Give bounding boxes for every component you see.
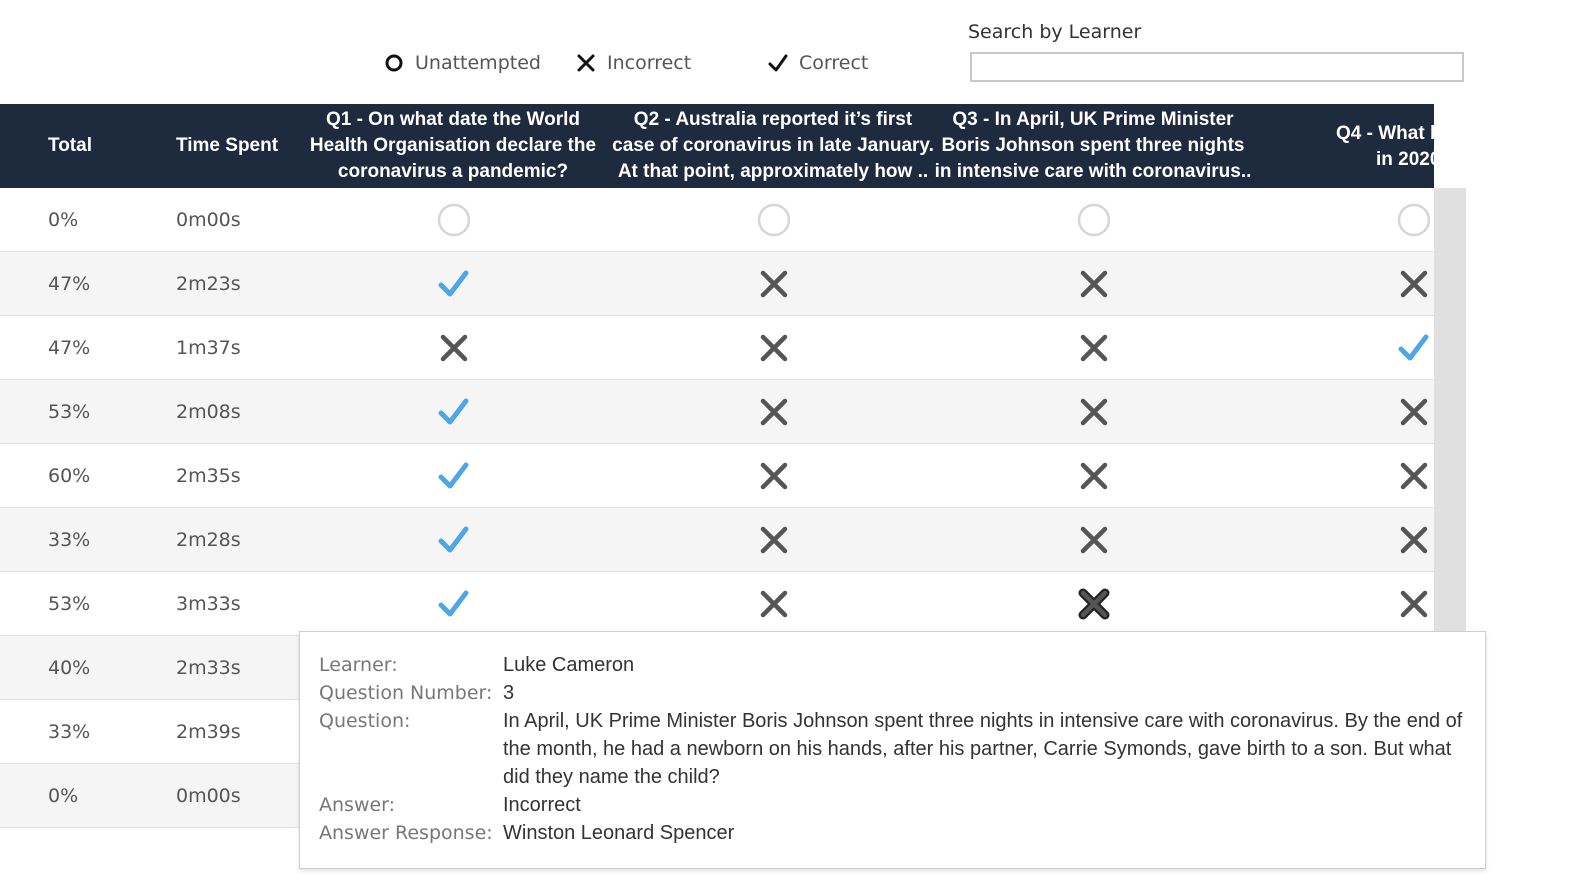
legend-incorrect-label: Incorrect (607, 52, 692, 74)
cell-total: 47% (48, 337, 91, 359)
tooltip-question-number-label: Question Number: (319, 682, 493, 704)
cell-total: 33% (48, 721, 91, 743)
tooltip-answer-response-value: Winston Leonard Spencer (503, 822, 735, 844)
legend-correct[interactable] (768, 52, 868, 74)
q1-header-line: Health Organisation declare the (309, 135, 597, 156)
cross-icon[interactable] (1076, 586, 1112, 622)
circle-icon[interactable] (1396, 202, 1432, 238)
check-icon[interactable] (436, 522, 472, 558)
cross-icon[interactable] (756, 458, 792, 494)
legend-unattempted-label: Unattempted (415, 52, 541, 74)
q3-header-line: Q3 - In April, UK Prime Minister (952, 109, 1234, 130)
q3-header-line: Boris Johnson spent three nights (941, 135, 1245, 156)
cell-total: 53% (48, 401, 91, 423)
cell-time-spent: 0m00s (176, 209, 241, 231)
cross-icon[interactable] (1076, 458, 1112, 494)
check-icon[interactable] (436, 266, 472, 302)
cell-time-spent: 2m39s (176, 721, 241, 743)
cross-icon[interactable] (1076, 330, 1112, 366)
check-icon[interactable] (436, 394, 472, 430)
tooltip-learner-value: Luke Cameron (503, 654, 635, 676)
legend-incorrect[interactable] (576, 52, 691, 74)
circle-icon[interactable] (436, 202, 472, 238)
cross-icon[interactable] (1076, 522, 1112, 558)
table-row[interactable] (0, 188, 1434, 252)
check-icon[interactable] (436, 586, 472, 622)
search-label: Search by Learner (968, 21, 1142, 43)
cross-icon[interactable] (756, 330, 792, 366)
circle-icon[interactable] (756, 202, 792, 238)
cell-total: 47% (48, 273, 91, 295)
cross-icon[interactable] (756, 586, 792, 622)
answer-tooltip (299, 631, 1486, 869)
q1-header-line: Q1 - On what date the World (325, 109, 581, 130)
column-header-q2[interactable] (612, 104, 934, 188)
circle-icon[interactable] (1076, 202, 1112, 238)
cell-time-spent: 2m35s (176, 465, 241, 487)
learner-search-input[interactable] (970, 52, 1464, 82)
tooltip-answer-response-label: Answer Response: (319, 822, 493, 844)
cell-time-spent: 2m23s (176, 273, 241, 295)
q4-header-line: Q4 - What bizzare t (1336, 123, 1506, 144)
table-header (0, 104, 1506, 188)
cross-icon[interactable] (756, 522, 792, 558)
cell-total: 53% (48, 593, 91, 615)
q2-header-line: At that point, approximately how .. (617, 161, 929, 182)
legend-unattempted[interactable] (384, 52, 541, 74)
cross-icon[interactable] (436, 330, 472, 366)
cross-icon[interactable] (756, 266, 792, 302)
table-row[interactable] (0, 380, 1434, 444)
cell-time-spent: 0m00s (176, 785, 241, 807)
column-header-total[interactable]: Total (48, 135, 92, 156)
table-row[interactable] (0, 508, 1434, 572)
cross-icon[interactable] (1396, 266, 1432, 302)
q2-header-line: Q2 - Australia reported it’s first (633, 109, 913, 130)
check-icon[interactable] (436, 458, 472, 494)
cross-icon[interactable] (1396, 458, 1432, 494)
tooltip-question-row (319, 707, 1469, 791)
table-row[interactable] (0, 444, 1434, 508)
table-row[interactable] (0, 572, 1434, 636)
tooltip-answer-label: Answer: (319, 794, 396, 816)
column-header-q1[interactable] (300, 104, 606, 188)
cell-time-spent: 1m37s (176, 337, 241, 359)
cell-time-spent: 3m33s (176, 593, 241, 615)
q4-header-line: in 2020 (1376, 149, 1441, 170)
tooltip-question-label: Question: (319, 710, 411, 732)
cell-total: 0% (48, 209, 79, 231)
cell-total: 33% (48, 529, 91, 551)
tooltip-question-value: In April, UK Prime Minister Boris Johnson spent three nights in intensive care with coronavirus. By the end of the month, he had a newborn on his hands, after his partner, Carrie Symonds, gave birth to a son. But what did they name the child? (503, 710, 1463, 788)
vertical-scrollbar[interactable] (1434, 188, 1466, 632)
cross-icon (576, 53, 596, 73)
column-header-time-spent[interactable]: Time Spent (176, 135, 279, 156)
cross-icon[interactable] (1396, 522, 1432, 558)
cross-icon[interactable] (1396, 586, 1432, 622)
q3-header-line: in intensive care with coronavirus.. (934, 161, 1252, 182)
q2-header-line: case of coronavirus in late January. (612, 135, 934, 156)
check-icon (768, 53, 788, 73)
table-row[interactable] (0, 252, 1434, 316)
cell-total: 40% (48, 657, 91, 679)
tooltip-answer-value: Incorrect (503, 794, 581, 816)
cross-icon[interactable] (756, 394, 792, 430)
column-header-q4[interactable] (1256, 104, 1586, 188)
cell-time-spent: 2m33s (176, 657, 241, 679)
q1-header-line: coronavirus a pandemic? (337, 161, 569, 182)
cell-time-spent: 2m08s (176, 401, 241, 423)
tooltip-question-number-value: 3 (503, 682, 515, 704)
cell-time-spent: 2m28s (176, 529, 241, 551)
cell-total: 0% (48, 785, 79, 807)
column-header-q3[interactable] (930, 104, 1256, 188)
legend-correct-label: Correct (799, 52, 869, 74)
cell-total: 60% (48, 465, 91, 487)
cross-icon[interactable] (1076, 394, 1112, 430)
tooltip-learner-label: Learner: (319, 654, 398, 676)
cross-icon[interactable] (1076, 266, 1112, 302)
table-row[interactable] (0, 316, 1434, 380)
circle-icon (384, 53, 404, 73)
check-icon[interactable] (1396, 330, 1432, 366)
cross-icon[interactable] (1396, 394, 1432, 430)
